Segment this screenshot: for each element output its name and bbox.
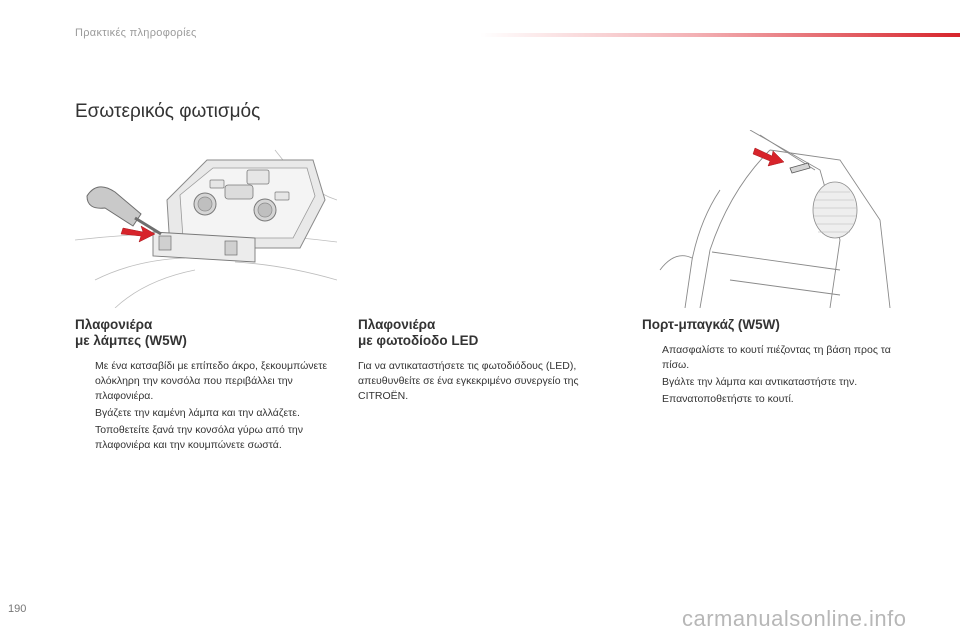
- step-item: Επανατοποθετήστε το κουτί.: [662, 393, 794, 405]
- header-accent-bar: [480, 33, 960, 37]
- column-title: Πορτ-μπαγκάζ (W5W): [642, 317, 780, 332]
- section-header: Πρακτικές πληροφορίες: [75, 27, 197, 39]
- column-title: Πλαφονιέρα με φωτοδίοδο LED: [358, 317, 479, 348]
- step-item: Με ένα κατσαβίδι με επίπεδο άκρο, ξεκουμπώνετε ολόκληρη την κονσόλα που περιβάλλει την πλαφονιέρα.: [95, 360, 328, 402]
- boot-lamp-illustration: [640, 130, 902, 308]
- column-title: Πλαφονιέρα με λάμπες (W5W): [75, 317, 187, 348]
- step-item: Βγάζετε την καμένη λάμπα και την αλλάζετε.: [95, 407, 300, 419]
- page-title: Εσωτερικός φωτισμός: [75, 101, 261, 122]
- column-text: Για να αντικαταστήσετε τις φωτοδιόδους (LED), απευθυνθείτε σε ένα εγκεκριμένο συνεργείο της CITROËN.: [358, 360, 579, 402]
- step-item: Τοποθετείτε ξανά την κονσόλα γύρω από την πλαφονιέρα και την κουμπώνετε σωστά.: [95, 424, 303, 451]
- step-list: [642, 343, 907, 407]
- column-ceiling-lamp-bulbs: [75, 317, 340, 455]
- step-item: Βγάλτε την λάμπα και αντικαταστήστε την.: [662, 376, 858, 388]
- step-list: [75, 359, 340, 453]
- column-boot-lamp: [642, 317, 907, 409]
- watermark: carmanualsonline.info: [682, 606, 907, 631]
- step-item: Απασφαλίστε το κουτί πιέζοντας τη βάση προς τα πίσω.: [662, 344, 891, 371]
- ceiling-lamp-illustration: [75, 130, 337, 308]
- column-ceiling-lamp-led: [358, 317, 623, 404]
- page-number: 190: [8, 603, 27, 615]
